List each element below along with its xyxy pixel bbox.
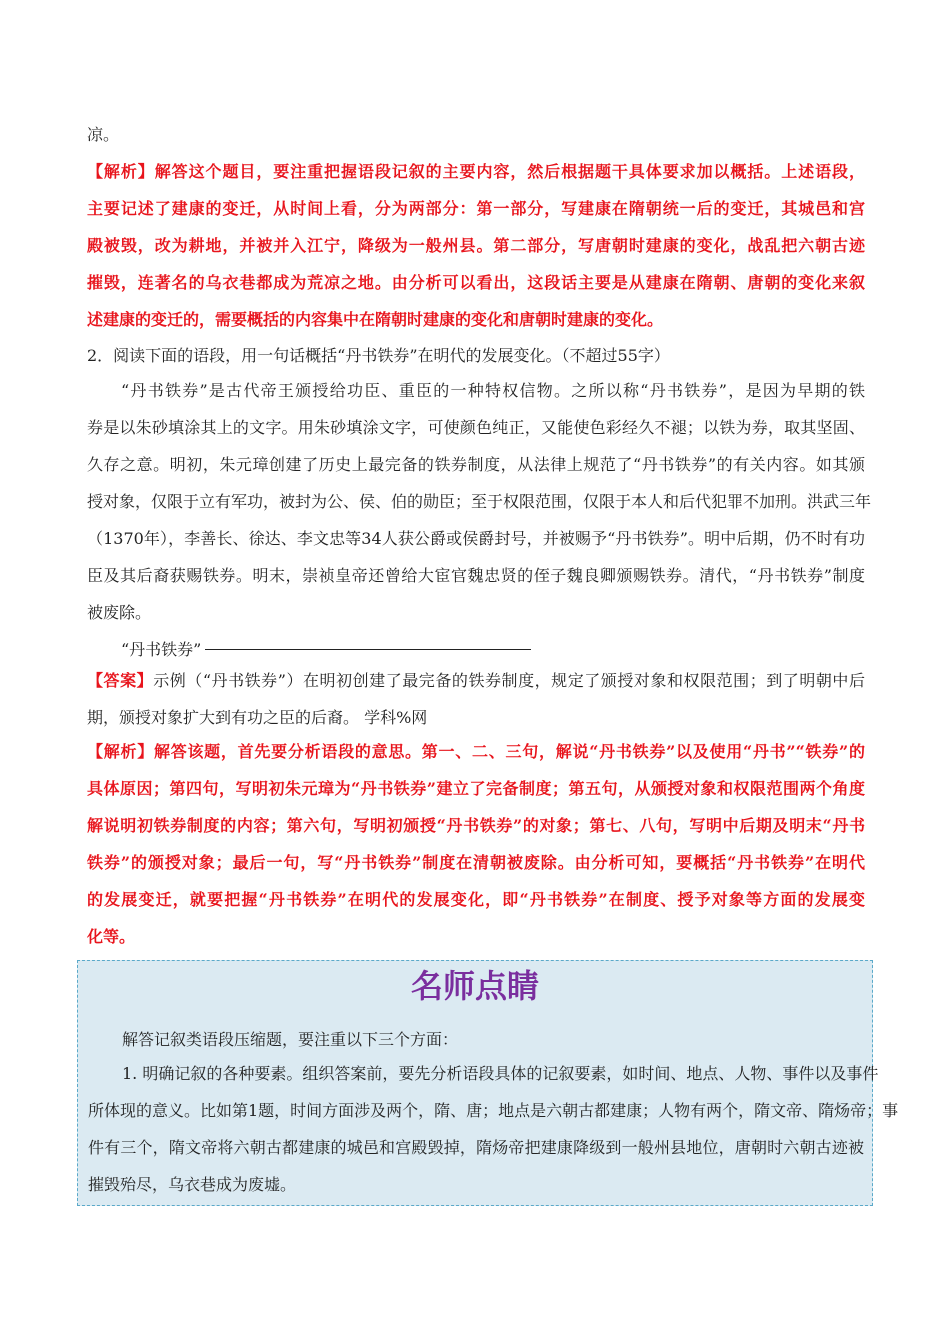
tips-title: 名师点睛 xyxy=(410,967,539,1005)
answer-blank[interactable] xyxy=(205,648,531,650)
q2-passage-line: 被废除。 xyxy=(87,603,152,622)
q1-analysis-line: 主要记述了建康的变迁，从时间上看，分为两部分：第一部分，写建康在隋朝统一后的变迁，其城邑和宫 xyxy=(87,199,865,218)
analysis-tag: 【解析】 xyxy=(87,162,155,181)
tips-line: 解答记叙类语段压缩题，要注重以下三个方面： xyxy=(122,1030,459,1049)
q2-analysis-line: 解说明初铁券制度的内容；第六句，写明初颁授“丹书铁券”的对象；第七、八句，写明中后期及明末“丹书 xyxy=(87,816,865,835)
q2-answer-line: 【答案】示例（“丹书铁券”）在明初创建了最完备的铁券制度，规定了颁授对象和权限范围；到了明朝中后 xyxy=(87,671,865,690)
analysis-tag: 【解析】 xyxy=(87,742,154,761)
q2-answer-line: 期，颁授对象扩大到有功之臣的后裔。 学科%网 xyxy=(87,708,428,727)
q2-question: 2．阅读下面的语段，用一句话概括“丹书铁券”在明代的发展变化。（不超过55字） xyxy=(87,346,670,365)
tips-line: 1. 明确记叙的各种要素。组织答案前，要先分析语段具体的记叙要素，如时间、地点、人物、事件以及事件 xyxy=(122,1064,879,1083)
q2-analysis-line: 的发展变迁，就要把握“丹书铁券”在明代的发展变化，即“丹书铁券”在制度、授予对象等方面的发展变 xyxy=(87,890,865,909)
q2-analysis-line: 铁券”的颁授对象；最后一句，写“丹书铁券”制度在清朝被废除。由分析可知，要概括“丹书铁券”在明代 xyxy=(87,853,865,872)
q1-tail: 凉。 xyxy=(87,125,120,144)
q2-analysis-line: 【解析】解答该题，首先要分析语段的意思。第一、二、三句，解说“丹书铁券”以及使用“丹书”“铁券”的 xyxy=(87,742,865,761)
q2-passage-line: 券是以朱砂填涂其上的文字。用朱砂填涂文字，可使颜色纯正，又能使色彩经久不褪；以铁为券，取其坚固、 xyxy=(87,418,865,437)
tips-line: 摧毁殆尽，乌衣巷成为废墟。 xyxy=(88,1175,297,1194)
tips-line: 所体现的意义。比如第1题，时间方面涉及两个，隋、唐；地点是六朝古都建康；人物有两个，隋文帝、隋炀帝；事 xyxy=(88,1101,899,1120)
q1-analysis-line: 【解析】解答这个题目，要注重把握语段记叙的主要内容，然后根据题干具体要求加以概括。上述语段， xyxy=(87,162,865,181)
q2-passage-line: （1370年），李善长、徐达、李文忠等34人获公爵或侯爵封号，并被赐予“丹书铁券”。明中后期，仍不时有功 xyxy=(87,529,865,548)
q2-passage-line: 久存之意。明初，朱元璋创建了历史上最完备的铁券制度，从法律上规范了“丹书铁券”的有关内容。如其颁 xyxy=(87,455,865,474)
q2-passage-line: 臣及其后裔获赐铁券。明末，崇祯皇帝还曾给大宦官魏忠贤的侄子魏良卿颁赐铁券。清代，“丹书铁券”制度 xyxy=(87,566,865,585)
tips-line: 件有三个，隋文帝将六朝古都建康的城邑和宫殿毁掉，隋炀帝把建康降级到一般州县地位，唐朝时六朝古迹被 xyxy=(88,1138,864,1157)
q1-analysis-line: 摧毁，连著名的乌衣巷都成为荒凉之地。由分析可以看出，这段话主要是从建康在隋朝、唐朝的变化来叙 xyxy=(87,273,865,292)
q1-analysis-line: 殿被毁，改为耕地，并被并入江宁，降级为一般州县。第二部分，写唐朝时建康的变化，战乱把六朝古迹 xyxy=(87,236,865,255)
q2-analysis-line: 具体原因；第四句，写明初朱元璋为“丹书铁券”建立了完备制度；第五句，从颁授对象和权限范围两个角度 xyxy=(87,779,865,798)
q2-passage-line: 授对象，仅限于立有军功，被封为公、侯、伯的勋臣；至于权限范围，仅限于本人和后代犯罪不加刑。洪武三年 xyxy=(87,492,872,511)
fill-prompt: “丹书铁券” xyxy=(121,640,202,659)
q1-analysis-line: 述建康的变迁的，需要概括的内容集中在隋朝时建康的变化和唐朝时建康的变化。 xyxy=(87,310,664,329)
answer-tag: 【答案】 xyxy=(87,671,154,690)
q2-analysis-line: 化等。 xyxy=(87,927,136,946)
q2-passage-line: “丹书铁券”是古代帝王颁授给功臣、重臣的一种特权信物。之所以称“丹书铁券”，是因为早期的铁 xyxy=(121,381,865,400)
